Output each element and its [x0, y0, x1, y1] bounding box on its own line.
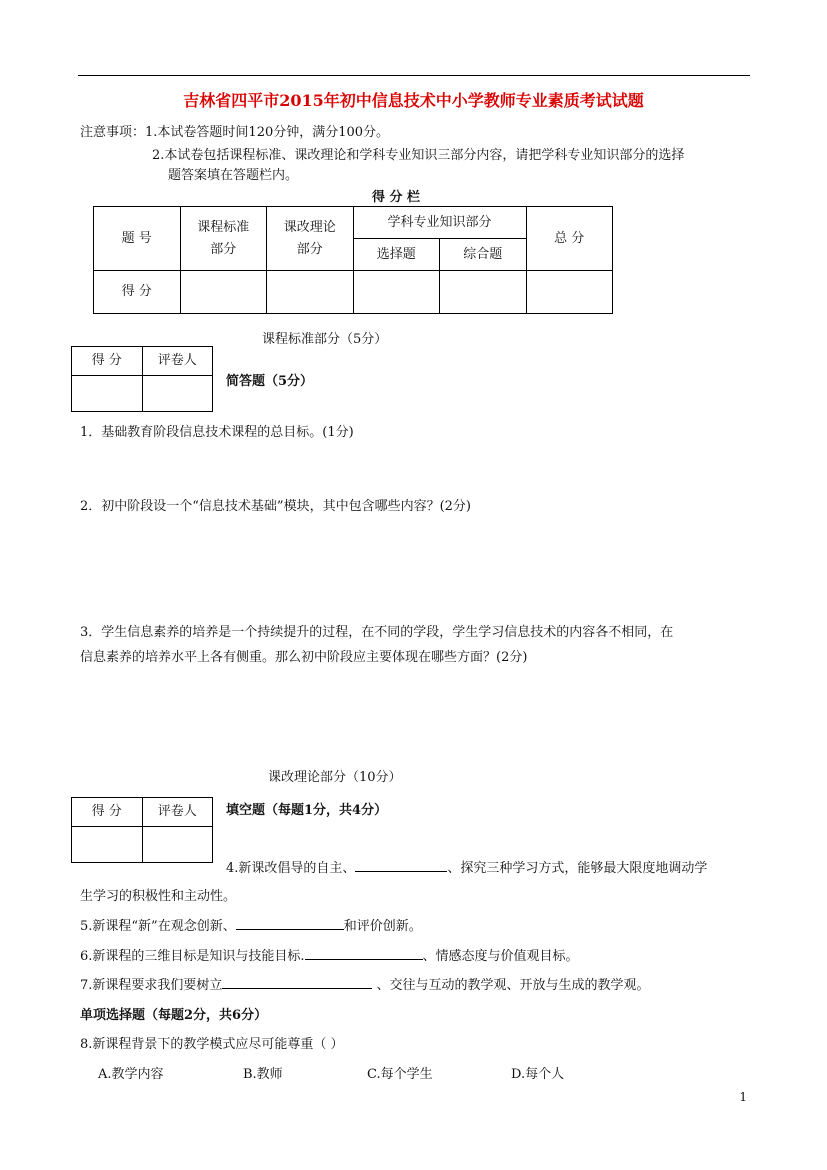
question-6-text-a: 6.新课程的三维目标是知识与技能目标.	[80, 949, 305, 964]
option-a[interactable]: A.教学内容	[98, 1067, 164, 1082]
notice-line-1	[80, 121, 389, 140]
header-total: 总 分	[526, 207, 613, 271]
question-2: 2．初中阶段设一个“信息技术基础”模块，其中包含哪些内容？(2分)	[80, 499, 471, 514]
header-standard-part	[180, 207, 267, 271]
score-cell-total[interactable]	[526, 271, 613, 314]
question-4-line-1	[226, 857, 707, 876]
question-4-line-2: 生学习的积极性和主动性。	[80, 889, 237, 904]
grader-score-label: 得 分	[72, 798, 143, 827]
section-1-type: 简答题（5分）	[226, 374, 314, 389]
question-3-line-2: 信息素养的培养水平上各有侧重。那么初中阶段应主要体现在哪些方面？(2分)	[80, 650, 528, 665]
grader-table-1	[71, 346, 213, 412]
question-7-blank[interactable]	[222, 974, 372, 989]
option-d[interactable]: D.每个人	[511, 1067, 565, 1082]
question-4-text-b: 、探究三种学习方式，能够最大限度地调动学	[447, 861, 708, 876]
question-3-line-1: 3．学生信息素养的培养是一个持续提升的过程，在不同的学段，学生学习信息技术的内容各不相同，在	[80, 625, 674, 640]
header-subject-knowledge: 学科专业知识部分	[353, 207, 526, 239]
header-theory-line-1: 课改理论	[283, 219, 336, 235]
score-table-caption: 得 分 栏	[372, 190, 421, 205]
grader-reviewer-label: 评卷人	[142, 798, 213, 827]
question-6-blank[interactable]	[305, 945, 423, 960]
question-8: 8.新课程背景下的教学模式应尽可能尊重（ ）	[80, 1037, 344, 1052]
question-4-text-a: 4.新课改倡导的自主、	[226, 861, 356, 876]
grader-score-cell[interactable]	[72, 376, 143, 412]
question-1: 1．基础教育阶段信息技术课程的总目标。(1分)	[80, 425, 354, 440]
header-question-number: 题 号	[94, 207, 181, 271]
score-cell-theory[interactable]	[267, 271, 354, 314]
question-5	[80, 915, 422, 934]
notice-label: 注意事项：	[80, 125, 146, 140]
page-title: 吉林省四平市2015年初中信息技术中小学教师专业素质考试试题	[183, 91, 644, 110]
question-4-blank[interactable]	[355, 857, 447, 872]
section-2-type-2: 单项选择题（每题2分，共6分）	[80, 1008, 268, 1023]
row-score-label: 得 分	[94, 271, 181, 314]
section-1-heading: 课程标准部分（5分）	[262, 332, 388, 347]
grader-reviewer-cell[interactable]	[142, 376, 213, 412]
header-comprehensive: 综合题	[440, 239, 527, 271]
notice-item-2-line-1: 2.本试卷包括课程标准、课改理论和学科专业知识三部分内容，请把学科专业知识部分的选择	[152, 148, 685, 163]
question-5-text-b: 和评价创新。	[343, 919, 422, 934]
question-6	[80, 945, 579, 964]
grader-reviewer-label: 评卷人	[142, 347, 213, 376]
header-theory-part	[267, 207, 354, 271]
option-c[interactable]: C.每个学生	[367, 1067, 433, 1082]
question-7-text-a: 7.新课程要求我们要树立	[80, 978, 223, 993]
option-b[interactable]: B.教师	[243, 1067, 283, 1082]
section-2-type: 填空题（每题1分，共4分）	[226, 803, 388, 818]
question-7	[80, 974, 650, 993]
grader-score-cell[interactable]	[72, 827, 143, 863]
header-rule	[78, 75, 750, 76]
score-cell-standard[interactable]	[180, 271, 267, 314]
grader-score-label: 得 分	[72, 347, 143, 376]
question-5-text-a: 5.新课程“新”在观念创新、	[80, 919, 236, 934]
section-2-heading: 课改理论部分（10分）	[268, 770, 402, 785]
question-6-text-b: 、情感态度与价值观目标。	[422, 949, 579, 964]
header-standard-line-2: 部分	[210, 241, 237, 257]
grader-reviewer-cell[interactable]	[142, 827, 213, 863]
score-cell-comprehensive[interactable]	[440, 271, 527, 314]
header-choice: 选择题	[353, 239, 440, 271]
notice-item-2-line-2: 题答案填在答题栏内。	[168, 168, 299, 183]
page-number: 1	[739, 1090, 747, 1104]
header-standard-line-1: 课程标准	[197, 219, 250, 235]
header-theory-line-2: 部分	[296, 241, 323, 257]
score-cell-choice[interactable]	[353, 271, 440, 314]
question-7-text-b: 、交往与互动的教学观、开放与生成的教学观。	[372, 978, 650, 993]
grader-table-2	[71, 797, 213, 863]
score-table	[93, 206, 613, 314]
question-5-blank[interactable]	[236, 915, 344, 930]
notice-item-1: 1.本试卷答题时间120分钟，满分100分。	[145, 125, 390, 140]
